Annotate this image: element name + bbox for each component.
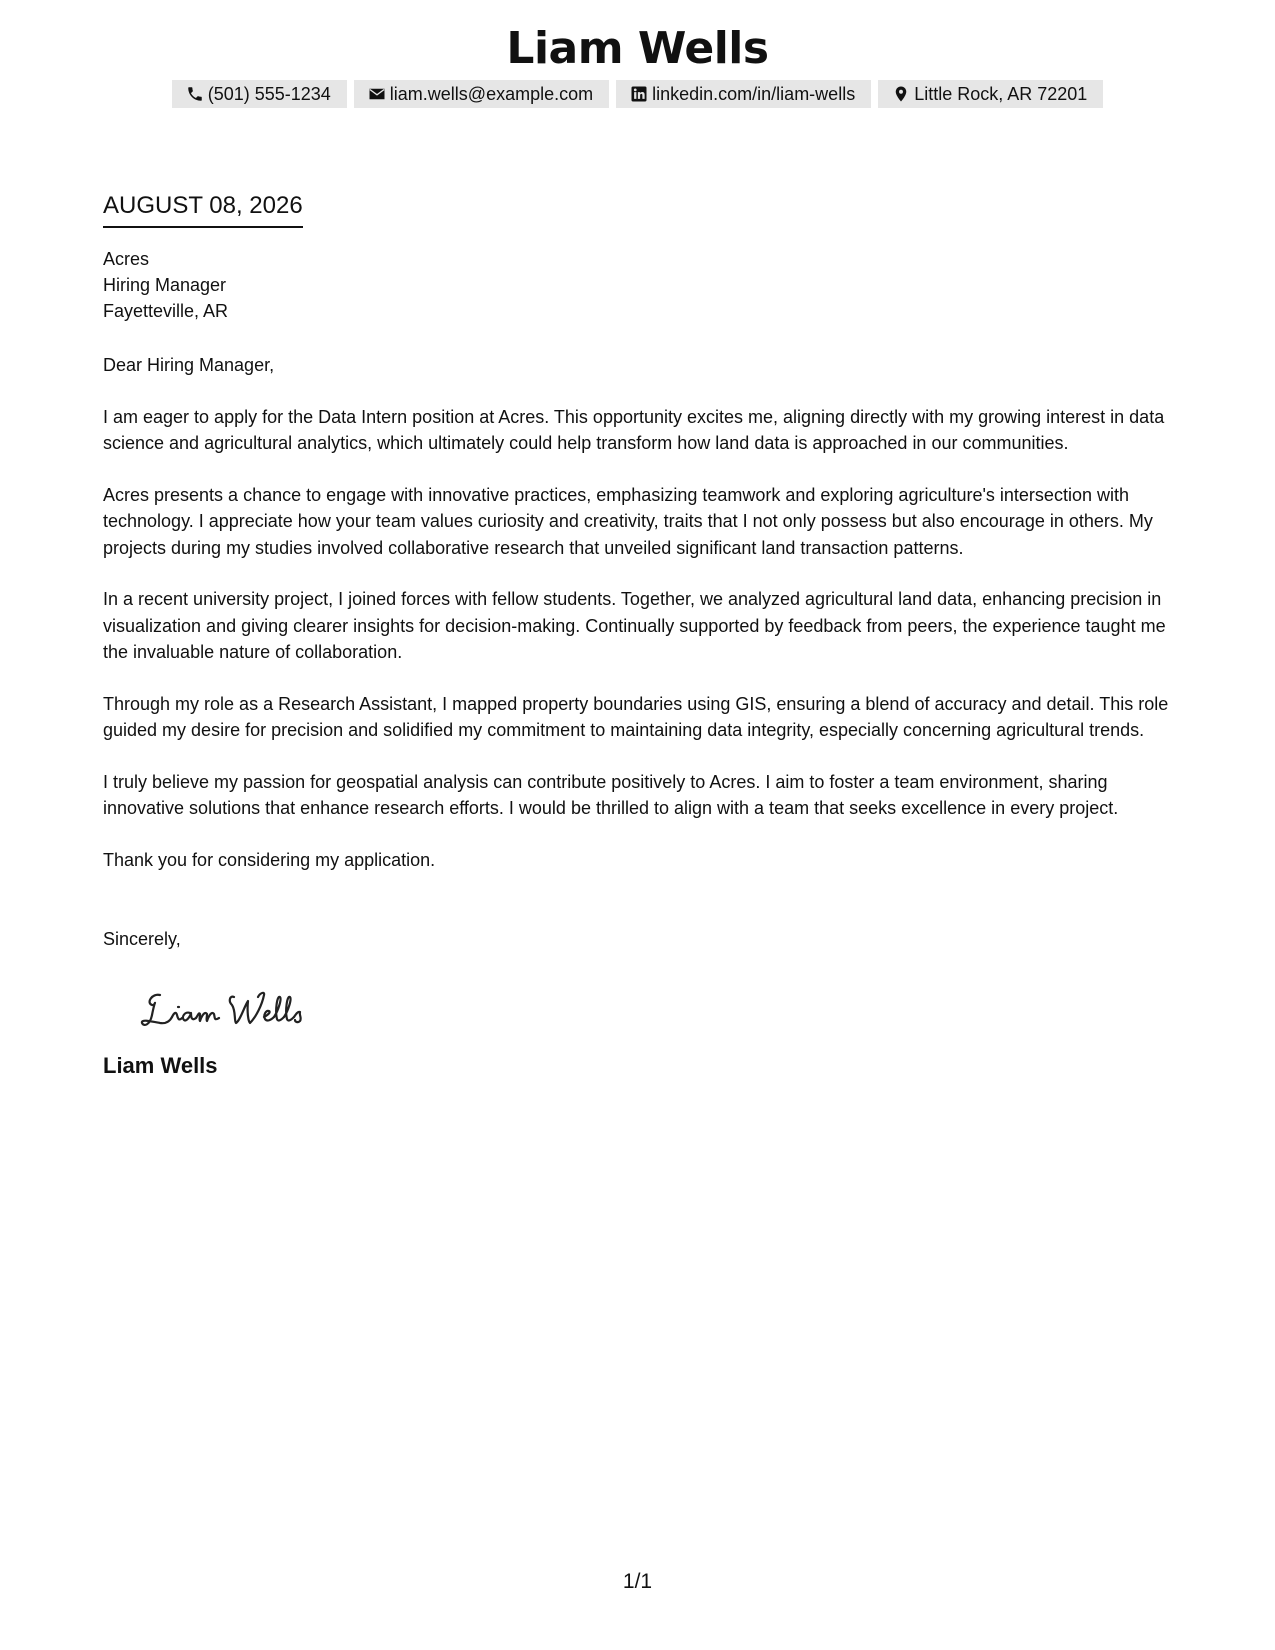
recipient-title: Hiring Manager [103, 275, 227, 295]
linkedin-chip [616, 80, 871, 108]
page-number: 1/1 [622, 1570, 653, 1593]
letter-date: AUGUST 08, 2026 [103, 190, 303, 228]
applicant-name: Liam Wells [506, 23, 769, 74]
paragraph: Thank you for considering my application. [103, 849, 436, 870]
paragraph: Through my role as a Research Assistant, I mapped property boundaries using GIS, ensuring a blend of accuracy and detail. This role guided my desire for precision and solidified my commitment to maintaining data integrity, especially concerning agricultural trends. [103, 693, 1169, 740]
email-chip [354, 80, 609, 108]
location-text: Little Rock, AR 72201 [914, 83, 1088, 104]
linkedin-text: linkedin.com/in/liam-wells [652, 83, 856, 104]
signature [138, 981, 1178, 1037]
map-pin-icon [892, 85, 910, 103]
recipient-block [103, 246, 1178, 324]
paragraph: I am eager to apply for the Data Intern position at Acres. This opportunity excites me, aligning directly with my growing interest in data science and agricultural analytics, which ultimately could help transform how land data is approached in our communities. [103, 406, 1165, 453]
paragraph: Acres presents a chance to engage with innovative practices, emphasizing teamwork and exploring agriculture's intersection with technology. I appreciate how your team values curiosity and creativity, traits that I not only possess but also encourage in others. My projects during my studies involved collaborative research that unveiled significant land transaction patterns. [103, 484, 1153, 558]
contact-bar [0, 80, 1275, 108]
closing: Sincerely, [103, 929, 181, 949]
paragraph: In a recent university project, I joined forces with fellow students. Together, we analyzed agricultural land data, enhancing precision in visualization and giving clearer insights for decision-making. Continually supported by feedback from peers, the experience taught me the invaluable nature of collaboration. [103, 589, 1166, 662]
phone-chip [172, 80, 347, 108]
letter-body [103, 190, 1178, 1079]
linkedin-icon [630, 85, 648, 103]
signature-image [138, 981, 328, 1037]
location-chip [878, 80, 1103, 108]
email-text: liam.wells@example.com [389, 83, 594, 104]
recipient-company: Acres [103, 249, 150, 269]
envelope-icon [368, 85, 386, 103]
signer-name: Liam Wells [103, 1052, 218, 1078]
phone-icon [186, 85, 204, 103]
recipient-location: Fayetteville, AR [103, 301, 229, 321]
salutation: Dear Hiring Manager, [103, 355, 275, 375]
phone-text: (501) 555-1234 [207, 83, 331, 104]
paragraph: I truly believe my passion for geospatial analysis can contribute positively to Acres. I aim to foster a team environment, sharing innovative solutions that enhance research efforts. I would be thrilled to align with a team that seeks excellence in every project. [103, 771, 1119, 818]
